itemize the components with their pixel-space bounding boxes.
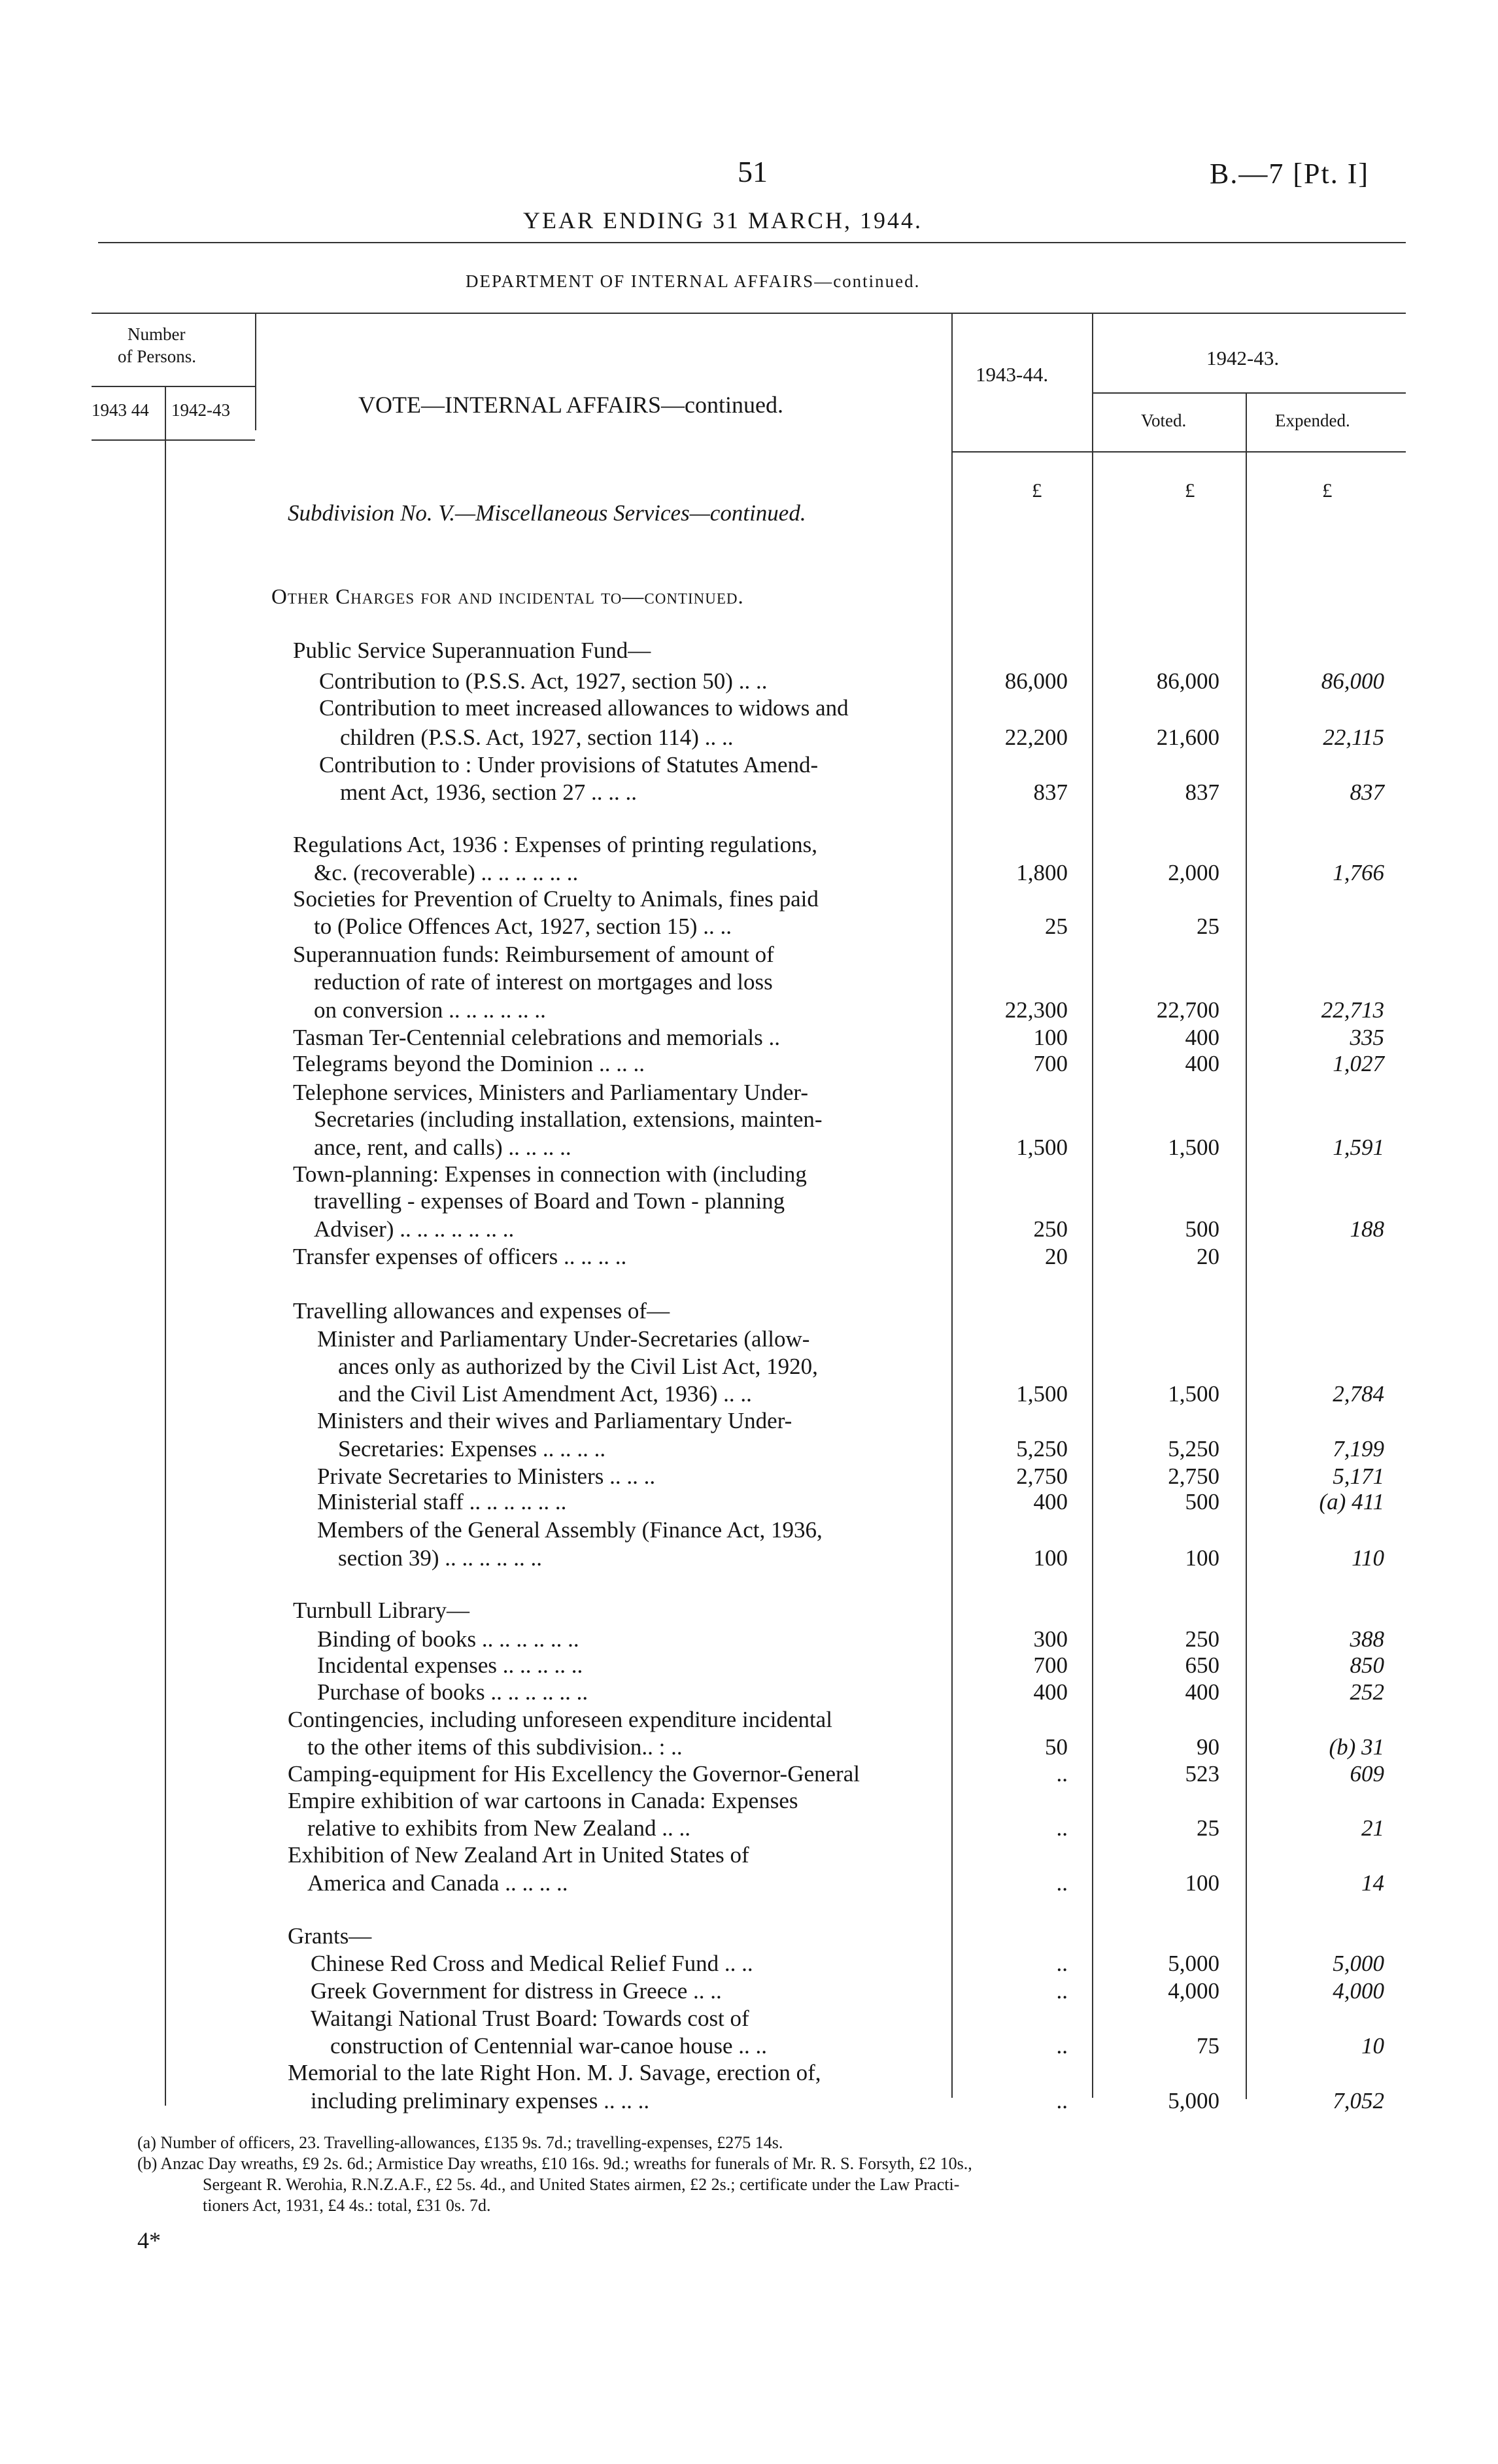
table-row	[0, 886, 1498, 916]
value-1943-44: 22,300	[1004, 997, 1068, 1023]
head-bottom-rule	[951, 451, 1406, 453]
value-1942-43-voted: 837	[1185, 779, 1219, 805]
value-1942-43-expended: 86,000	[1321, 668, 1384, 694]
value-1942-43-voted: 500	[1185, 1216, 1219, 1242]
table-row	[0, 1815, 1498, 1845]
row-label: Greek Government for distress in Greece .. ..	[311, 1978, 722, 2004]
row-label: Regulations Act, 1936 : Expenses of printing regulations,	[293, 832, 817, 857]
value-1942-43-voted: 75	[1197, 2033, 1219, 2059]
row-label: Adviser) .. .. .. .. .. .. ..	[314, 1216, 515, 1242]
footnote-b-line1: (b) Anzac Day wreaths, £9 2s. 6d.; Armistice Day wreaths, £10 16s. 9d.; wreaths for funerals of Mr. R. S. Forsyth, £2 10s.,	[137, 2154, 972, 2173]
value-1942-43-expended: 5,000	[1333, 1951, 1384, 1976]
value-1942-43-voted: 90	[1197, 1734, 1219, 1760]
footnote-b-line2: Sergeant R. Werohia, R.N.Z.A.F., £2 5s. 4d., and United States airmen, £2 2s.; certificate under the Law Practi-	[203, 2175, 960, 2194]
row-label: Transfer expenses of officers .. .. .. ..	[293, 1244, 627, 1269]
row-label: and the Civil List Amendment Act, 1936) .. ..	[338, 1381, 752, 1407]
table-row	[0, 695, 1498, 725]
row-label: Telephone services, Ministers and Parliamentary Under-	[293, 1080, 808, 1105]
table-row	[0, 1436, 1498, 1466]
value-1943-44: 50	[1045, 1734, 1068, 1760]
value-1942-43-expended: (a) 411	[1319, 1489, 1384, 1514]
value-1942-43-expended: 850	[1350, 1652, 1384, 1678]
table-row	[0, 1080, 1498, 1110]
row-label: Turnbull Library—	[293, 1598, 469, 1623]
value-1942-43-voted: 5,000	[1168, 1951, 1219, 1976]
table-row	[0, 2006, 1498, 2036]
row-label: ance, rent, and calls) .. .. .. ..	[314, 1135, 571, 1160]
value-1943-44: 700	[1033, 1051, 1068, 1076]
table-row	[0, 1951, 1498, 1981]
value-1943-44: 300	[1033, 1626, 1068, 1652]
row-label: Empire exhibition of war cartoons in Canada: Expenses	[288, 1788, 798, 1813]
row-label: Memorial to the late Right Hon. M. J. Savage, erection of,	[288, 2060, 821, 2085]
department-title: DEPARTMENT OF INTERNAL AFFAIRS—continued.	[466, 271, 921, 291]
year-title: YEAR ENDING 31 MARCH, 1944.	[523, 207, 923, 233]
currency-col-1: £	[1032, 479, 1042, 502]
value-1943-44: ..	[1056, 1761, 1068, 1787]
table-row	[0, 1135, 1498, 1165]
row-label: Telegrams beyond the Dominion .. .. ..	[293, 1051, 645, 1076]
value-1942-43-expended: 7,052	[1333, 2088, 1384, 2113]
row-label: including preliminary expenses .. .. ..	[311, 2088, 650, 2113]
row-label: &c. (recoverable) .. .. .. .. .. ..	[314, 860, 579, 885]
table-row	[0, 1408, 1498, 1438]
value-1942-43-expended: 4,000	[1333, 1978, 1384, 2004]
value-1943-44: 86,000	[1004, 668, 1068, 694]
value-1942-43-voted: 250	[1185, 1626, 1219, 1652]
row-label: Travelling allowances and expenses of—	[293, 1298, 670, 1324]
row-label: America and Canada .. .. .. ..	[307, 1870, 568, 1896]
row-label: Contingencies, including unforeseen expenditure incidental	[288, 1707, 832, 1732]
value-1943-44: 2,750	[1016, 1463, 1068, 1489]
value-1943-44: 100	[1033, 1545, 1068, 1571]
value-1943-44: 837	[1033, 779, 1068, 805]
value-1942-43-voted: 100	[1185, 1545, 1219, 1571]
row-label: on conversion .. .. .. .. .. ..	[314, 997, 546, 1023]
table-row	[0, 1923, 1498, 1953]
table-row	[0, 668, 1498, 698]
table-row	[0, 914, 1498, 944]
value-1943-44: ..	[1056, 1951, 1068, 1976]
value-1942-43-voted: 5,250	[1168, 1436, 1219, 1462]
value-1942-43-voted: 100	[1185, 1870, 1219, 1896]
value-1943-44: 22,200	[1004, 725, 1068, 750]
value-1942-43-voted: 400	[1185, 1051, 1219, 1076]
value-1942-43-voted: 2,000	[1168, 860, 1219, 885]
document-reference: B.—7 [Pt. I]	[1210, 158, 1369, 190]
table-row	[0, 638, 1498, 668]
table-top-rule	[92, 313, 1406, 314]
value-1942-43-voted: 5,000	[1168, 2088, 1219, 2113]
currency-col-2: £	[1185, 479, 1195, 502]
value-1942-43-expended: 10	[1361, 2033, 1384, 2059]
value-1942-43-voted: 22,700	[1156, 997, 1219, 1023]
value-1942-43-voted: 21,600	[1156, 725, 1219, 750]
persons-heading-1: Number	[128, 324, 186, 344]
row-label: Public Service Superannuation Fund—	[293, 638, 651, 663]
table-row	[0, 752, 1498, 782]
signature-mark: 4*	[137, 2227, 161, 2253]
value-1942-43-expended: 22,115	[1323, 725, 1384, 750]
table-row	[0, 1734, 1498, 1764]
col-1943-44-heading: 1943-44.	[976, 363, 1049, 386]
persons-col-1943: 1943 44	[92, 400, 149, 420]
persons-col-1942: 1942-43	[171, 400, 230, 420]
value-1942-43-voted: 4,000	[1168, 1978, 1219, 2004]
value-1942-43-expended: 1,591	[1333, 1135, 1384, 1160]
value-1943-44: ..	[1056, 1815, 1068, 1841]
row-label: Incidental expenses .. .. .. .. ..	[317, 1652, 583, 1678]
value-1942-43-expended: 22,713	[1321, 997, 1384, 1023]
persons-bottom-rule	[92, 439, 255, 441]
row-label: Secretaries: Expenses .. .. .. ..	[338, 1436, 606, 1462]
row-label: reduction of rate of interest on mortgages and loss	[314, 969, 773, 995]
col-1942-43-heading: 1942-43.	[1206, 347, 1280, 369]
value-1942-43-expended: 188	[1350, 1216, 1384, 1242]
value-1942-43-voted: 25	[1197, 1815, 1219, 1841]
table-row	[0, 1326, 1498, 1356]
persons-subrule	[92, 386, 255, 387]
vote-title: VOTE—INTERNAL AFFAIRS—continued.	[358, 392, 783, 418]
value-1942-43-expended: 21	[1361, 1815, 1384, 1841]
value-1942-43-expended: 388	[1350, 1626, 1384, 1652]
value-1943-44: 250	[1033, 1216, 1068, 1242]
table-row	[0, 1106, 1498, 1137]
table-row	[0, 1545, 1498, 1575]
value-1942-43-expended: 609	[1350, 1761, 1384, 1787]
row-label: Ministerial staff .. .. .. .. .. ..	[317, 1489, 567, 1514]
value-1942-43-expended: (b) 31	[1329, 1734, 1384, 1760]
table-row	[0, 1354, 1498, 1384]
row-label: to the other items of this subdivision.. : ..	[307, 1734, 683, 1760]
row-label: Binding of books .. .. .. .. .. ..	[317, 1626, 579, 1652]
value-1943-44: ..	[1056, 1870, 1068, 1896]
table-row	[0, 2033, 1498, 2063]
value-1942-43-expended: 837	[1350, 779, 1384, 805]
persons-heading-2: of Persons.	[118, 347, 196, 366]
row-label: construction of Centennial war-canoe house .. ..	[330, 2033, 767, 2059]
row-label: Minister and Parliamentary Under-Secretaries (allow-	[317, 1326, 810, 1352]
persons-divider	[255, 313, 256, 430]
expended-heading: Expended.	[1275, 411, 1350, 430]
table-row	[0, 1598, 1498, 1628]
row-label: ment Act, 1936, section 27 .. .. ..	[340, 779, 637, 805]
value-1942-43-voted: 20	[1197, 1244, 1219, 1269]
table-row	[0, 1216, 1498, 1246]
value-1943-44: 1,500	[1016, 1135, 1068, 1160]
value-1943-44: 400	[1033, 1679, 1068, 1705]
value-1942-43-voted: 1,500	[1168, 1135, 1219, 1160]
row-label: travelling - expenses of Board and Town - planning	[314, 1188, 785, 1214]
table-row	[0, 2060, 1498, 2090]
page-number: 51	[738, 155, 768, 188]
row-label: Superannuation funds: Reimbursement of amount of	[293, 942, 774, 967]
value-1943-44: 100	[1033, 1025, 1068, 1050]
table-row	[0, 1870, 1498, 1900]
value-1942-43-voted: 1,500	[1168, 1381, 1219, 1407]
row-label: Town-planning: Expenses in connection with (including	[293, 1161, 807, 1187]
table-row	[0, 725, 1498, 755]
currency-col-3: £	[1322, 479, 1333, 502]
value-1943-44: 20	[1045, 1244, 1068, 1269]
value-1942-43-voted: 650	[1185, 1652, 1219, 1678]
value-1943-44: 25	[1045, 914, 1068, 939]
row-label: Contribution to : Under provisions of Statutes Amend-	[319, 752, 819, 778]
value-1942-43-expended: 7,199	[1333, 1436, 1384, 1462]
row-label: Waitangi National Trust Board: Towards cost of	[311, 2006, 749, 2031]
table-row	[0, 942, 1498, 972]
value-1942-43-voted: 523	[1185, 1761, 1219, 1787]
table-row	[0, 1978, 1498, 2008]
table-row	[0, 1707, 1498, 1737]
value-1943-44: ..	[1056, 1978, 1068, 2004]
row-label: Contribution to (P.S.S. Act, 1927, section 50) .. ..	[319, 668, 768, 694]
row-label: Chinese Red Cross and Medical Relief Fund .. ..	[311, 1951, 753, 1976]
table-row	[0, 1842, 1498, 1872]
table-row	[0, 1489, 1498, 1519]
subdivision-heading: Subdivision No. V.—Miscellaneous Services—continued.	[288, 500, 806, 526]
table-row	[0, 997, 1498, 1027]
footnote-b-line3: tioners Act, 1931, £4 4s.: total, £31 0s. 7d.	[203, 2196, 491, 2215]
row-label: Private Secretaries to Ministers .. .. ..	[317, 1463, 656, 1489]
table-row	[0, 1517, 1498, 1547]
value-1942-43-voted: 500	[1185, 1489, 1219, 1514]
value-1943-44: 1,500	[1016, 1381, 1068, 1407]
table-row	[0, 1161, 1498, 1191]
value-1942-43-expended: 1,027	[1333, 1051, 1384, 1076]
table-row	[0, 1381, 1498, 1411]
value-1942-43-voted: 25	[1197, 914, 1219, 939]
table-row	[0, 1679, 1498, 1709]
table-row	[0, 969, 1498, 999]
value-1942-43-expended: 335	[1350, 1025, 1384, 1050]
row-label: Purchase of books .. .. .. .. .. ..	[317, 1679, 588, 1705]
row-label: ances only as authorized by the Civil List Act, 1920,	[338, 1354, 818, 1379]
row-label: section 39) .. .. .. .. .. ..	[338, 1545, 543, 1571]
footnote-a: (a) Number of officers, 23. Travelling-allowances, £135 9s. 7d.; travelling-expenses, £275 14s.	[137, 2133, 783, 2152]
value-1943-44: ..	[1056, 2033, 1068, 2059]
table-row	[0, 1298, 1498, 1328]
table-row	[0, 779, 1498, 810]
table-row	[0, 832, 1498, 862]
row-label: Exhibition of New Zealand Art in United States of	[288, 1842, 749, 1868]
value-1943-44: 400	[1033, 1489, 1068, 1514]
row-label: Societies for Prevention of Cruelty to Animals, fines paid	[293, 886, 819, 912]
value-1942-43-expended: 5,171	[1333, 1463, 1384, 1489]
row-label: Grants—	[288, 1923, 372, 1949]
value-1942-43-voted: 400	[1185, 1679, 1219, 1705]
value-1942-43-expended: 1,766	[1333, 860, 1384, 885]
voted-rule	[1092, 392, 1406, 394]
row-label: children (P.S.S. Act, 1927, section 114) .. ..	[340, 725, 734, 750]
row-label: to (Police Offences Act, 1927, section 15) .. ..	[314, 914, 732, 939]
table-row	[0, 1652, 1498, 1683]
table-row	[0, 2088, 1498, 2118]
row-label: Secretaries (including installation, extensions, mainten-	[314, 1106, 823, 1132]
value-1942-43-voted: 86,000	[1156, 668, 1219, 694]
table-row	[0, 1761, 1498, 1791]
row-label: Camping-equipment for His Excellency the Governor-General	[288, 1761, 860, 1787]
value-1942-43-expended: 110	[1352, 1545, 1384, 1571]
section-heading: Other Charges for and incidental to—continued.	[271, 585, 744, 609]
value-1942-43-voted: 400	[1185, 1025, 1219, 1050]
value-1943-44: 5,250	[1016, 1436, 1068, 1462]
value-1942-43-expended: 252	[1350, 1679, 1384, 1705]
value-1942-43-expended: 2,784	[1333, 1381, 1384, 1407]
value-1942-43-expended: 14	[1361, 1870, 1384, 1896]
table-row	[0, 1051, 1498, 1081]
header-rule	[98, 242, 1406, 243]
row-label: Ministers and their wives and Parliamentary Under-	[317, 1408, 792, 1433]
row-label: Contribution to meet increased allowances to widows and	[319, 695, 849, 721]
table-row	[0, 1188, 1498, 1218]
value-1943-44: 1,800	[1016, 860, 1068, 885]
value-1943-44: 700	[1033, 1652, 1068, 1678]
row-label: Tasman Ter-Centennial celebrations and memorials ..	[293, 1025, 781, 1050]
value-1942-43-voted: 2,750	[1168, 1463, 1219, 1489]
row-label: relative to exhibits from New Zealand .. ..	[307, 1815, 691, 1841]
table-row	[0, 1788, 1498, 1818]
row-label: Members of the General Assembly (Finance Act, 1936,	[317, 1517, 823, 1543]
value-1943-44: ..	[1056, 2088, 1068, 2113]
voted-heading: Voted.	[1141, 411, 1187, 430]
table-row	[0, 1244, 1498, 1274]
